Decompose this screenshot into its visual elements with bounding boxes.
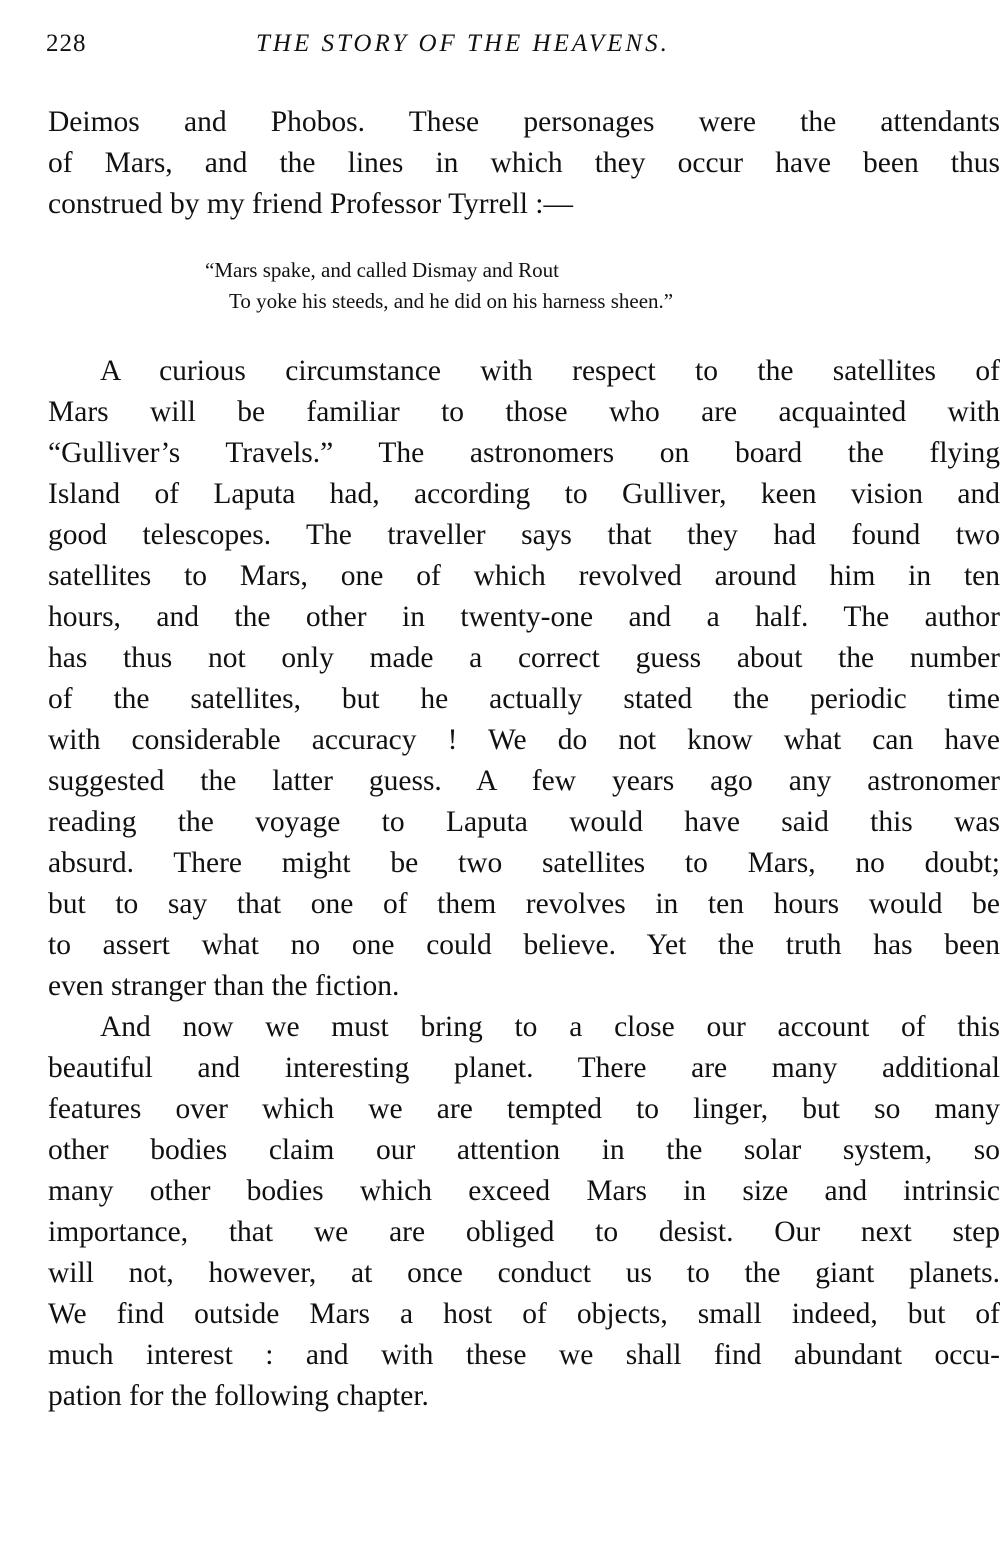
text-line: features over which we are tempted to linger, but so many: [48, 1093, 1000, 1125]
text-line: beautiful and interesting planet. There are many additional: [48, 1052, 1000, 1084]
text-line: Mars will be familiar to those who are acquainted with: [48, 396, 1000, 428]
running-head: [46, 30, 1000, 64]
text-line: even stranger than the fiction.: [48, 970, 400, 1002]
text-line: to assert what no one could believe. Yet the truth has been: [48, 929, 1000, 961]
text-line: with considerable accuracy ! We do not know what can have: [48, 724, 1000, 756]
text-line: We find outside Mars a host of objects, small indeed, but of: [48, 1298, 1000, 1330]
text-line: much interest : and with these we shall find abundant occu-: [48, 1339, 1000, 1371]
text-line: satellites to Mars, one of which revolved around him in ten: [48, 560, 1000, 592]
quote-line: “Mars spake, and called Dismay and Rout: [205, 258, 559, 282]
quote-line: To yoke his steeds, and he did on his harness sheen.”: [229, 289, 674, 313]
paragraph-gulliver: [48, 351, 1000, 1007]
text-line: “Gulliver’s Travels.” The astronomers on board the flying: [48, 437, 1000, 469]
verse-quotation: [205, 255, 905, 317]
text-line: Island of Laputa had, according to Gulliver, keen vision and: [48, 478, 1000, 510]
paragraph-conclusion: [48, 1007, 1000, 1417]
text-line: construed by my friend Professor Tyrrell :—: [48, 188, 574, 220]
text-line: hours, and the other in twenty-one and a half. The author: [48, 601, 1000, 633]
text-line: but to say that one of them revolves in ten hours would be: [48, 888, 1000, 920]
text-line: reading the voyage to Laputa would have said this was: [48, 806, 1000, 838]
text-line: will not, however, at once conduct us to the giant planets.: [48, 1257, 1000, 1289]
text-line: of the satellites, but he actually stated the periodic time: [48, 683, 1000, 715]
text-line: A curious circumstance with respect to the satellites of: [100, 355, 1000, 387]
running-title: THE STORY OF THE HEAVENS.: [256, 30, 670, 57]
text-line: pation for the following chapter.: [48, 1380, 429, 1412]
page-number: 228: [46, 30, 87, 57]
text-line: has thus not only made a correct guess about the number: [48, 642, 1000, 674]
text-line: absurd. There might be two satellites to Mars, no doubt;: [48, 847, 1000, 879]
text-line: good telescopes. The traveller says that they had found two: [48, 519, 1000, 551]
paragraph-continued: [48, 102, 1000, 225]
text-line: And now we must bring to a close our account of this: [100, 1011, 1000, 1043]
text-line: of Mars, and the lines in which they occur have been thus: [48, 147, 1000, 179]
text-line: many other bodies which exceed Mars in size and intrinsic: [48, 1175, 1000, 1207]
text-line: other bodies claim our attention in the solar system, so: [48, 1134, 1000, 1166]
text-line: Deimos and Phobos. These personages were the attendants: [48, 106, 1000, 138]
text-line: suggested the latter guess. A few years ago any astronomer: [48, 765, 1000, 797]
text-line: importance, that we are obliged to desist. Our next step: [48, 1216, 1000, 1248]
